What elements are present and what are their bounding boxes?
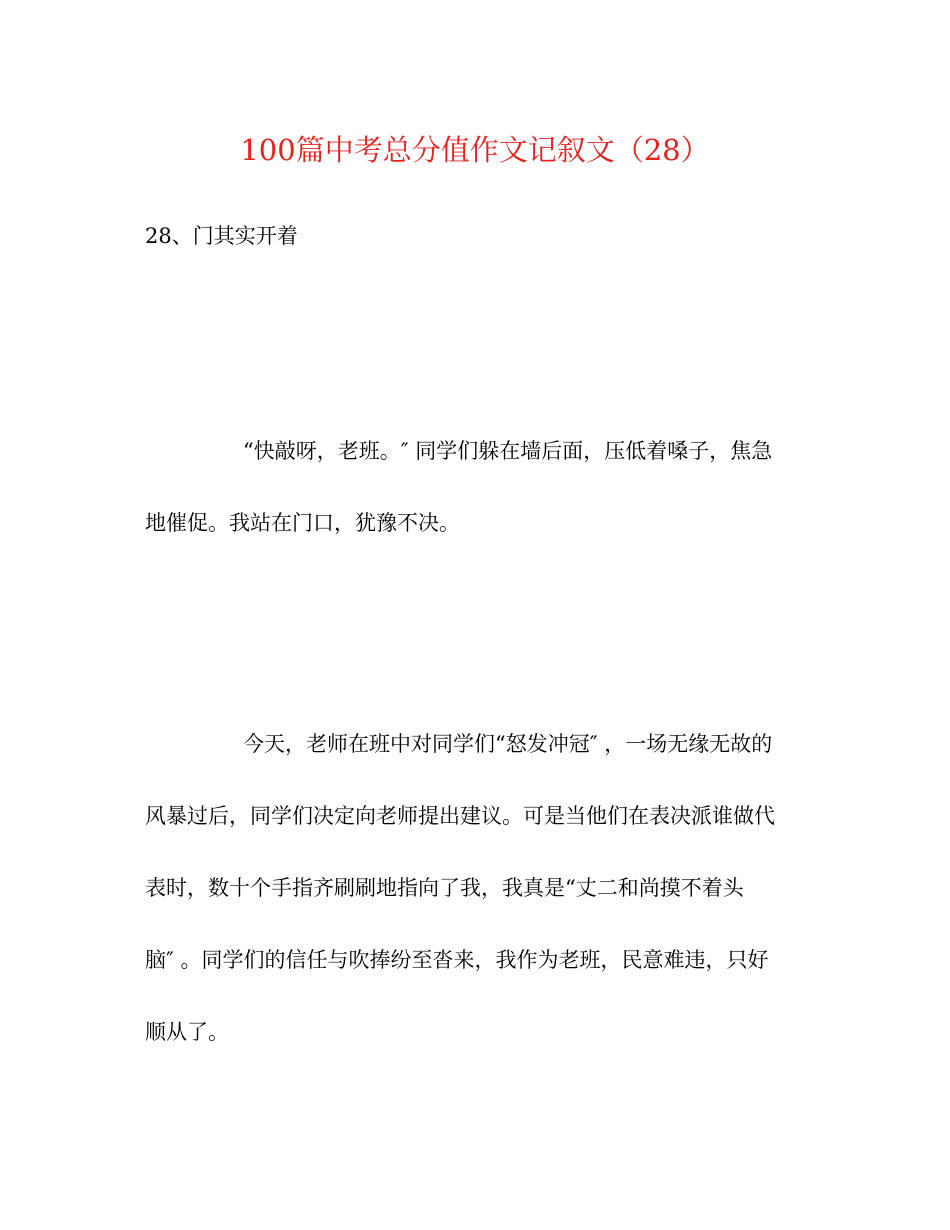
paragraph-line: 表时，数十个手指齐刷刷地指向了我，我真是“丈二和尚摸不着头 bbox=[145, 876, 744, 900]
paragraph-2 bbox=[145, 708, 805, 1068]
paragraph-1 bbox=[145, 415, 805, 559]
paragraph-line: 脑″ 。同学们的信任与吹捧纷至沓来，我作为老班，民意难违，只好 bbox=[145, 948, 769, 972]
paragraph-line: 地催促。我站在门口，犹豫不决。 bbox=[145, 511, 460, 535]
document-title: 100篇中考总分值作文记叙文（28） bbox=[240, 133, 710, 167]
paragraph-line: 今天，老师在班中对同学们“怒发冲冠″ ，一场无缘无故的 bbox=[243, 732, 773, 756]
paragraph-line: 顺从了。 bbox=[145, 1020, 229, 1044]
paragraph-line: 风暴过后，同学们决定向老师提出建议。可是当他们在表决派谁做代 bbox=[145, 804, 775, 828]
article-heading: 28、门其实开着 bbox=[145, 224, 298, 248]
paragraph-line: “快敲呀，老班。″ 同学们躲在墙后面，压低着嗓子，焦急 bbox=[243, 439, 773, 463]
